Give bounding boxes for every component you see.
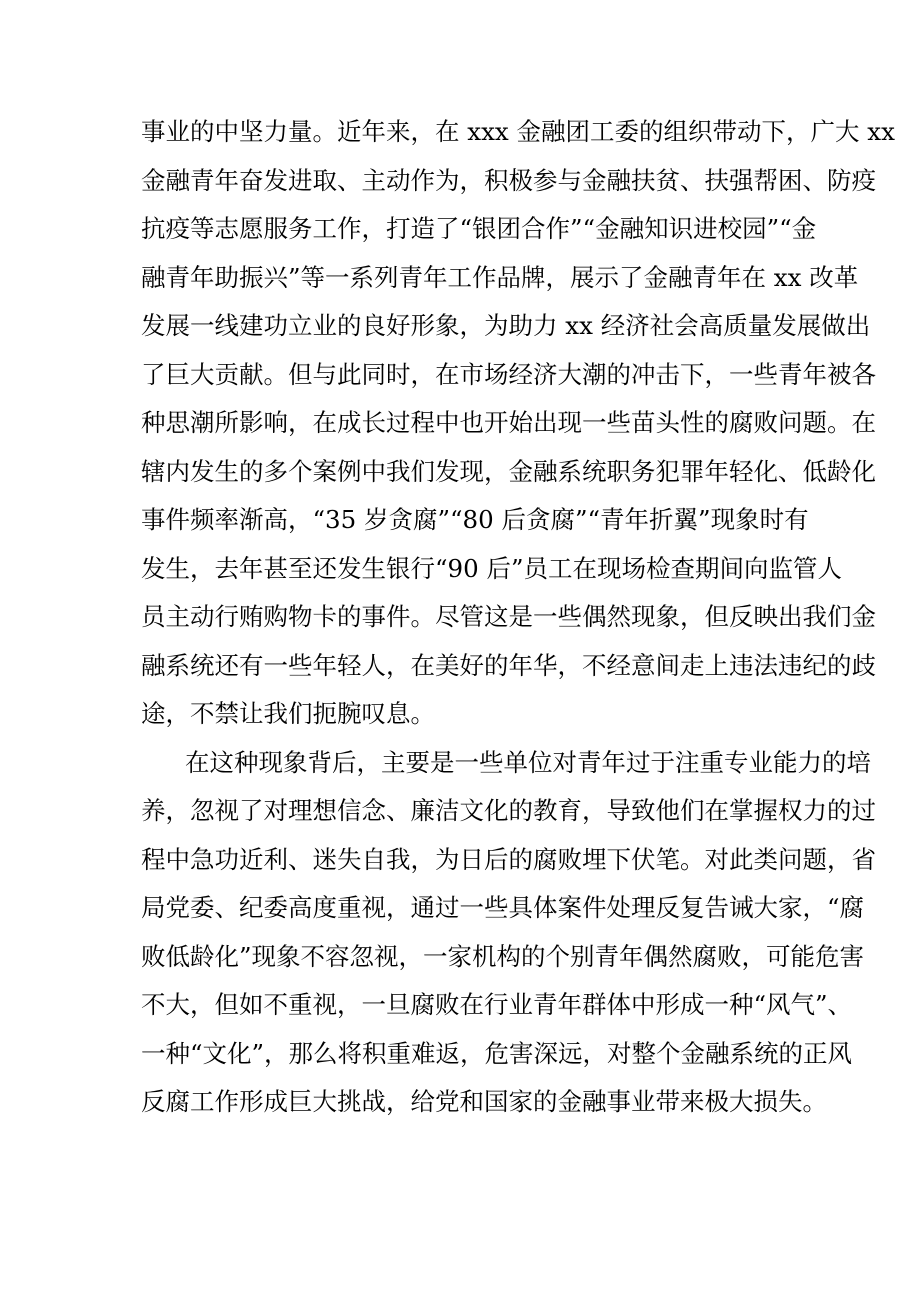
text-line: 抗疫等志愿服务工作，打造了“银团合作”“金融知识进校园”“金 [141, 214, 817, 243]
paragraph-2 [141, 739, 876, 1127]
paragraph-1 [141, 108, 895, 739]
text-line: 辖内发生的多个案例中我们发现，金融系统职务犯罪年轻化、低龄化 [141, 456, 876, 486]
text-line: 反腐工作形成巨大挑战，给党和国家的金融事业带来极大损失。 [141, 1087, 827, 1116]
text-line: 发展一线建功立业的良好形象，为助力 xx 经济社会高质量发展做出 [141, 311, 871, 340]
text-line: 不大，但如不重视，一旦腐败在行业青年群体中形成一种“风气”、 [141, 990, 853, 1019]
text-line: 败低龄化”现象不容忽视，一家机构的个别青年偶然腐败，可能危害 [141, 941, 865, 971]
text-line: 程中急功近利、迷失自我，为日后的腐败埋下伏笔。对此类问题，省 [141, 844, 876, 874]
text-line: 事件频率渐高，“35 岁贪腐”“80 后贪腐”“青年折翼”现象时有 [141, 505, 809, 534]
text-line: 发生，去年甚至还发生银行“90 后”员工在现场检查期间向监管人 [141, 553, 843, 583]
text-line: 在这种现象背后，主要是一些单位对青年过于注重专业能力的培 [185, 747, 871, 777]
document-body [141, 108, 895, 1127]
text-line: 员主动行贿购物卡的事件。尽管这是一些偶然现象，但反映出我们金 [141, 602, 876, 631]
text-line: 融系统还有一些年轻人，在美好的年华，不经意间走上违法违纪的歧 [141, 650, 876, 680]
text-line: 局党委、纪委高度重视，通过一些具体案件处理反复告诫大家，“腐 [141, 893, 865, 922]
text-line: 了巨大贡献。但与此同时，在市场经济大潮的冲击下，一些青年被各 [141, 359, 876, 389]
text-line: 途，不禁让我们扼腕叹息。 [141, 699, 435, 728]
text-line: 养，忽视了对理想信念、廉洁文化的教育，导致他们在掌握权力的过 [141, 796, 876, 825]
text-line: 一种“文化”，那么将积重难返，危害深远，对整个金融系统的正风 [141, 1038, 853, 1068]
text-line: 事业的中坚力量。近年来，在 xxx 金融团工委的组织带动下，广大 xx [141, 117, 895, 146]
text-line: 种思潮所影响，在成长过程中也开始出现一些苗头性的腐败问题。在 [141, 408, 876, 437]
text-line: 融青年助振兴”等一系列青年工作品牌，展示了金融青年在 xx 改革 [141, 262, 859, 292]
text-line: 金融青年奋发进取、主动作为，积极参与金融扶贫、扶强帮困、防疫 [141, 165, 876, 195]
